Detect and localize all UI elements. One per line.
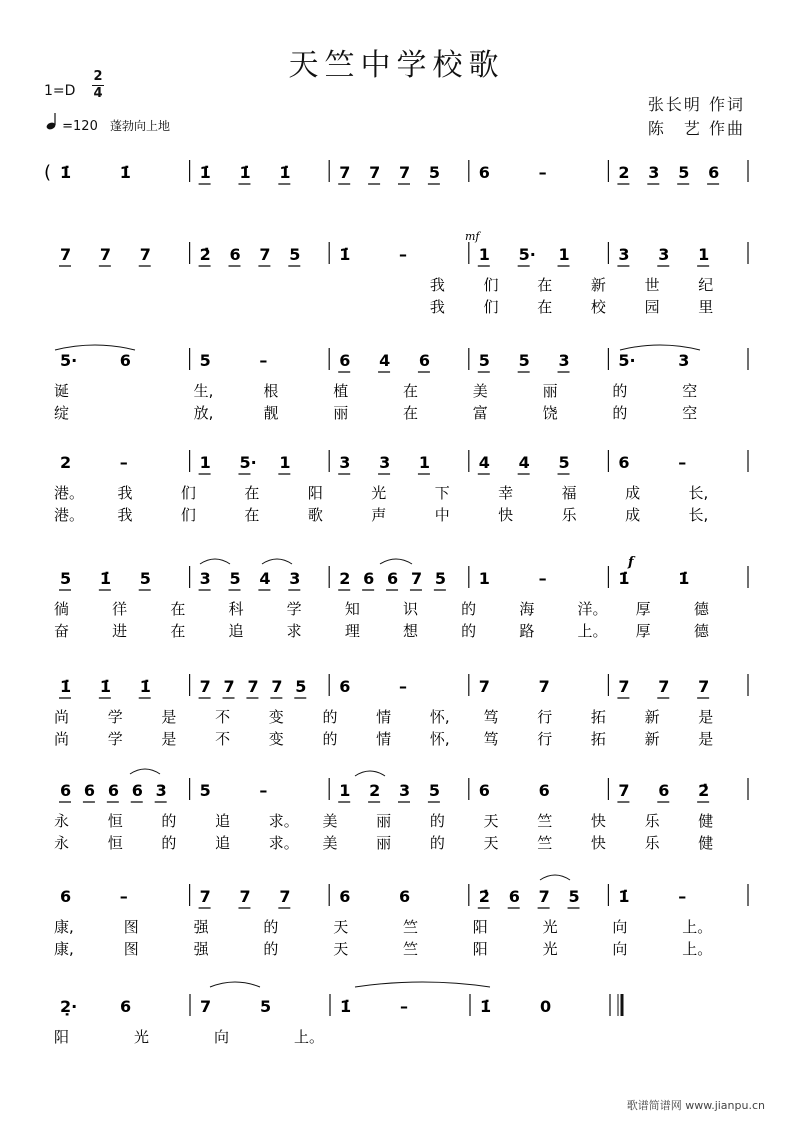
note: 7 xyxy=(60,245,72,264)
lyric: 在 xyxy=(170,600,186,618)
lyric: 的 xyxy=(429,812,445,830)
note: 2 xyxy=(618,163,630,182)
note: 7 xyxy=(478,677,490,696)
note: 3 xyxy=(199,569,211,588)
lyric: 变 xyxy=(268,730,284,748)
lyric: 的 xyxy=(461,622,477,640)
lyric: 追 xyxy=(215,834,231,852)
note: 5 xyxy=(289,245,301,264)
note: 7 xyxy=(199,887,211,906)
note: 7 xyxy=(618,781,630,800)
key-signature: 1=D xyxy=(44,83,76,99)
lyric: 笃 xyxy=(483,708,499,726)
note: 2̇ xyxy=(199,245,211,264)
lyric: 乐 xyxy=(561,506,577,524)
lyric: 生, xyxy=(193,382,214,400)
note: 3 xyxy=(339,453,351,472)
note: 6 xyxy=(229,245,241,264)
lyric: 竺 xyxy=(403,918,419,936)
lyric: 根 xyxy=(263,382,279,400)
note: 6 xyxy=(478,781,490,800)
lyric: 天 xyxy=(333,940,349,958)
slur xyxy=(355,982,490,987)
lyric: 怀, xyxy=(429,730,450,748)
note: 3 xyxy=(558,351,570,370)
note: 3 xyxy=(648,163,660,182)
lyric: 光 xyxy=(134,1028,150,1046)
lyric: 追 xyxy=(228,622,244,640)
note: 1 xyxy=(418,453,431,472)
lyricist-credit: 张长明 作词 xyxy=(647,95,745,114)
lyric: 永 xyxy=(54,834,70,852)
note: 1̇ xyxy=(60,163,72,182)
lyric: 尚 xyxy=(54,708,70,726)
lyric: 徉 xyxy=(112,600,128,618)
lyric: 天 xyxy=(333,918,349,936)
lyric: 求。 xyxy=(268,812,299,830)
lyric: 天 xyxy=(483,834,499,852)
lyric: 光 xyxy=(371,484,387,502)
note: 1̇ xyxy=(119,163,131,182)
lyric: 绽 xyxy=(54,404,70,422)
lyric: 竺 xyxy=(537,812,553,830)
note: 3 xyxy=(678,351,690,370)
lyric: 港。 xyxy=(54,506,85,524)
note: 7 xyxy=(369,163,381,182)
note: 7 xyxy=(339,163,351,182)
lyric: 光 xyxy=(542,918,558,936)
watermark: 歌谱简谱网 www.jianpu.cn xyxy=(626,1099,765,1112)
note: 3 xyxy=(399,781,411,800)
lyric: 声 xyxy=(371,506,387,524)
lyric: 乐 xyxy=(644,834,660,852)
note: 6 xyxy=(60,781,72,800)
note: 2̣· xyxy=(60,997,78,1016)
note: 5· xyxy=(518,245,536,264)
note: 7 xyxy=(239,887,251,906)
lyric: 在 xyxy=(244,506,260,524)
lyric: 长, xyxy=(688,506,709,524)
note: 3 xyxy=(155,781,167,800)
note: 5 xyxy=(518,351,530,370)
note: 7 xyxy=(271,677,283,696)
lyric: 向 xyxy=(612,940,628,958)
note: – xyxy=(119,887,128,906)
note: 5· xyxy=(239,453,257,472)
note: 7 xyxy=(698,677,710,696)
note: 3 xyxy=(379,453,391,472)
lyric: 成 xyxy=(625,506,641,524)
lyric: 向 xyxy=(612,918,628,936)
lyric: 的 xyxy=(322,708,338,726)
note: 6 xyxy=(339,351,351,370)
note: 7 xyxy=(399,163,411,182)
lyric: 健 xyxy=(698,834,714,852)
lyric: 们 xyxy=(180,506,196,524)
note: 6 xyxy=(658,781,670,800)
lyric: 是 xyxy=(698,708,714,726)
note: 7 xyxy=(618,677,630,696)
lyric: 行 xyxy=(537,708,553,726)
lyric: 我 xyxy=(429,298,445,316)
lyric: 强 xyxy=(193,918,209,936)
lyric: 上。 xyxy=(294,1028,325,1046)
lyric: 们 xyxy=(483,276,499,294)
note: 7 xyxy=(223,677,235,696)
note: 1̇ xyxy=(239,163,251,182)
lyric: 阳 xyxy=(472,918,488,936)
lyric: 的 xyxy=(429,834,445,852)
lyric: 富 xyxy=(472,404,488,422)
lyric: 知 xyxy=(344,600,360,618)
note: – xyxy=(119,453,128,472)
note: 7 xyxy=(247,677,259,696)
note: 1 xyxy=(698,245,710,264)
note: – xyxy=(399,677,407,696)
note: 5 xyxy=(478,351,490,370)
lyric: 是 xyxy=(161,708,177,726)
note: 1̇ xyxy=(199,163,211,182)
note: 5 xyxy=(428,163,441,182)
lyric: 美 xyxy=(472,382,488,400)
lyric: 幸 xyxy=(498,484,514,502)
note: 7 xyxy=(139,245,151,264)
lyric: 植 xyxy=(333,382,349,400)
note: 5 xyxy=(434,569,447,588)
lyric: 上。 xyxy=(682,918,713,936)
note: 1 xyxy=(199,453,211,472)
lyric: 园 xyxy=(644,298,660,316)
lyric: 海 xyxy=(519,600,535,618)
lyric: 丽 xyxy=(333,404,349,422)
lyric: 恒 xyxy=(107,834,123,852)
note: 1̇ xyxy=(618,887,630,906)
slur xyxy=(55,345,135,350)
note: 7 xyxy=(259,245,271,264)
lyric: 新 xyxy=(644,730,660,748)
note: 5 xyxy=(199,351,211,370)
lyric: 竺 xyxy=(403,940,419,958)
lyric: 竺 xyxy=(537,834,553,852)
lyric: 我 xyxy=(117,484,133,502)
lyric: 乐 xyxy=(644,812,660,830)
note: 4 xyxy=(518,453,530,472)
composer-credit: 陈 艺 作曲 xyxy=(647,119,745,138)
lyric: 的 xyxy=(263,940,279,958)
note: 1 xyxy=(339,781,351,800)
note: 3 xyxy=(618,245,630,264)
note: 5 xyxy=(60,569,72,588)
lyric: 厚 xyxy=(635,600,651,618)
note: 1̇ xyxy=(678,569,690,588)
note: – xyxy=(678,887,687,906)
lyric: 丽 xyxy=(542,382,558,400)
lyric: 不 xyxy=(215,708,231,726)
lyric: 想 xyxy=(403,622,419,640)
lyric: 理 xyxy=(344,622,360,640)
dynamic-f: f xyxy=(628,555,634,570)
note: 6 xyxy=(418,351,431,370)
lyric: 尚 xyxy=(54,730,70,748)
note: 5· xyxy=(60,351,78,370)
note: 6 xyxy=(478,163,490,182)
slur xyxy=(210,982,260,987)
lyric: 阳 xyxy=(54,1028,70,1046)
lyric: 求 xyxy=(286,622,302,640)
note: 6 xyxy=(131,781,143,800)
lyric: 上。 xyxy=(682,940,713,958)
lyric: 们 xyxy=(180,484,196,502)
note: 0 xyxy=(540,997,552,1016)
lyric: 图 xyxy=(123,940,139,958)
slur xyxy=(540,875,570,880)
note: – xyxy=(399,245,407,264)
note: 6 xyxy=(538,781,550,800)
lyric: 的 xyxy=(161,812,177,830)
lyric: 拓 xyxy=(590,730,606,748)
note: 7 xyxy=(658,677,670,696)
lyric: 世 xyxy=(644,276,660,294)
note: 1 xyxy=(478,245,490,264)
slur xyxy=(355,771,385,776)
lyric: 美 xyxy=(322,834,338,852)
note: 1̇ xyxy=(60,677,72,696)
lyric: 新 xyxy=(590,276,606,294)
note: 1̇ xyxy=(480,997,492,1016)
slur xyxy=(380,559,412,564)
lyric: 歌 xyxy=(307,506,323,524)
note: 5 xyxy=(678,163,690,182)
note: 5 xyxy=(199,781,211,800)
note: 1̇ xyxy=(339,245,351,264)
lyric: 不 xyxy=(215,730,231,748)
lyric: 丽 xyxy=(376,812,392,830)
note: – xyxy=(538,569,547,588)
note: 4 xyxy=(478,453,490,472)
lyric: 我 xyxy=(117,506,133,524)
lyric: 们 xyxy=(483,298,499,316)
note: 4 xyxy=(379,351,391,370)
lyric: 拓 xyxy=(590,708,606,726)
lyric: 在 xyxy=(537,276,553,294)
lyric: 德 xyxy=(693,600,709,618)
lyric: 是 xyxy=(698,730,714,748)
lyric: 洋。 xyxy=(577,600,608,618)
note: 6 xyxy=(363,569,375,588)
note: 1̇ xyxy=(99,677,112,696)
note: 1̇ xyxy=(618,569,630,588)
open-paren: ( xyxy=(44,162,52,183)
note: 6 xyxy=(339,677,351,696)
lyric: 的 xyxy=(612,404,628,422)
note: 5 xyxy=(229,569,241,588)
note: 6 xyxy=(508,887,520,906)
lyric: 德 xyxy=(693,622,709,640)
lyric: 上。 xyxy=(577,622,608,640)
note: 1̇ xyxy=(139,677,151,696)
note: 5 xyxy=(295,677,307,696)
note: 3 xyxy=(289,569,301,588)
lyric: 强 xyxy=(193,940,209,958)
note: 7 xyxy=(200,997,212,1016)
lyric: 的 xyxy=(322,730,338,748)
note: 3 xyxy=(658,245,670,264)
lyric: 徜 xyxy=(54,600,70,618)
lyric: 进 xyxy=(112,622,128,640)
lyric: 成 xyxy=(625,484,641,502)
lyric: 图 xyxy=(123,918,139,936)
lyric: 空 xyxy=(682,404,698,422)
note: 5· xyxy=(618,351,636,370)
lyric: 变 xyxy=(268,708,284,726)
lyric: 的 xyxy=(161,834,177,852)
lyric: 奋 xyxy=(54,622,70,640)
lyric: 下 xyxy=(434,484,450,502)
lyric: 快 xyxy=(498,506,514,524)
tempo-value: =120 xyxy=(62,119,98,134)
note: 6 xyxy=(119,351,131,370)
lyric: 快 xyxy=(590,812,606,830)
lyric: 丽 xyxy=(376,834,392,852)
note: – xyxy=(678,453,687,472)
lyric: 怀, xyxy=(429,708,450,726)
lyric: 港。 xyxy=(54,484,85,502)
note: 7 xyxy=(410,569,423,588)
lyric: 里 xyxy=(698,298,714,316)
note: 7 xyxy=(99,245,112,264)
note: – xyxy=(259,781,268,800)
slur xyxy=(200,559,230,564)
lyric: 快 xyxy=(590,834,606,852)
note: 2̇ xyxy=(698,781,710,800)
lyric: 光 xyxy=(542,940,558,958)
lyric: 学 xyxy=(286,600,302,618)
lyric: 情 xyxy=(376,730,392,748)
lyric: 新 xyxy=(644,708,660,726)
lyric: 阳 xyxy=(307,484,323,502)
lyric: 诞 xyxy=(54,382,70,400)
lyric: 永 xyxy=(54,812,70,830)
note: – xyxy=(259,351,268,370)
lyric: 行 xyxy=(537,730,553,748)
lyric: 的 xyxy=(263,918,279,936)
note: 7 xyxy=(279,887,291,906)
note: – xyxy=(538,163,547,182)
lyric: 学 xyxy=(107,708,123,726)
note: 1 xyxy=(279,453,291,472)
lyric: 是 xyxy=(161,730,177,748)
lyric: 健 xyxy=(698,812,714,830)
note: 5 xyxy=(260,997,272,1016)
lyric: 求。 xyxy=(268,834,299,852)
lyric: 我 xyxy=(429,276,445,294)
lyric: 在 xyxy=(170,622,186,640)
tempo-expression: 蓬勃向上地 xyxy=(110,119,171,133)
note: 6 xyxy=(339,887,351,906)
lyric: 笃 xyxy=(483,730,499,748)
slur xyxy=(130,769,160,774)
page-title: 天竺中学校歌 xyxy=(288,48,505,83)
lyric: 识 xyxy=(403,600,419,618)
note: 2 xyxy=(60,453,72,472)
note: 5 xyxy=(139,569,151,588)
lyric: 康, xyxy=(54,918,74,936)
note: 5 xyxy=(428,781,441,800)
lyric: 放, xyxy=(193,404,214,422)
lyric: 学 xyxy=(107,730,123,748)
lyric: 在 xyxy=(403,404,419,422)
time-signature-top: 2 xyxy=(93,69,103,84)
lyric: 纪 xyxy=(698,276,714,294)
note: 6 xyxy=(107,781,119,800)
note: 6 xyxy=(120,997,132,1016)
note: 1̇ xyxy=(340,997,352,1016)
lyric: 长, xyxy=(688,484,709,502)
lyric: 天 xyxy=(483,812,499,830)
note: 7 xyxy=(538,677,550,696)
lyric: 美 xyxy=(322,812,338,830)
note: 2 xyxy=(339,569,351,588)
slur xyxy=(620,345,700,350)
note: 6 xyxy=(83,781,96,800)
lyric: 空 xyxy=(682,382,698,400)
note: 7 xyxy=(538,887,550,906)
lyric: 情 xyxy=(376,708,392,726)
note: 1 xyxy=(558,245,570,264)
lyric: 在 xyxy=(537,298,553,316)
lyric: 康, xyxy=(54,940,74,958)
note: – xyxy=(400,997,408,1016)
note: 5 xyxy=(558,453,570,472)
dynamic-mf: mf xyxy=(465,230,480,243)
lyric: 阳 xyxy=(472,940,488,958)
note: 2̇ xyxy=(478,887,490,906)
note: 1 xyxy=(478,569,490,588)
lyric: 厚 xyxy=(635,622,651,640)
time-signature-bottom: 4 xyxy=(93,86,103,101)
lyric: 校 xyxy=(590,298,606,316)
lyric: 追 xyxy=(215,812,231,830)
lyric: 的 xyxy=(461,600,477,618)
note: 6 xyxy=(60,887,72,906)
note: 1̇ xyxy=(99,569,112,588)
lyric: 路 xyxy=(519,622,535,640)
note: 7 xyxy=(199,677,211,696)
lyric: 的 xyxy=(612,382,628,400)
note: 2 xyxy=(369,781,381,800)
slur xyxy=(262,559,292,564)
note: 4 xyxy=(259,569,271,588)
lyric: 科 xyxy=(228,600,244,618)
lyric: 在 xyxy=(403,382,419,400)
note: 6 xyxy=(399,887,411,906)
lyric: 在 xyxy=(244,484,260,502)
lyric: 饶 xyxy=(542,404,558,422)
note: 1̇ xyxy=(279,163,291,182)
lyric: 恒 xyxy=(107,812,123,830)
note: 5 xyxy=(568,887,580,906)
lyric: 福 xyxy=(561,484,577,502)
note: 6 xyxy=(708,163,720,182)
lyric: 靓 xyxy=(263,404,279,422)
note: 6 xyxy=(387,569,399,588)
note: 6 xyxy=(618,453,630,472)
lyric: 中 xyxy=(434,506,450,524)
lyric: 向 xyxy=(214,1028,230,1046)
